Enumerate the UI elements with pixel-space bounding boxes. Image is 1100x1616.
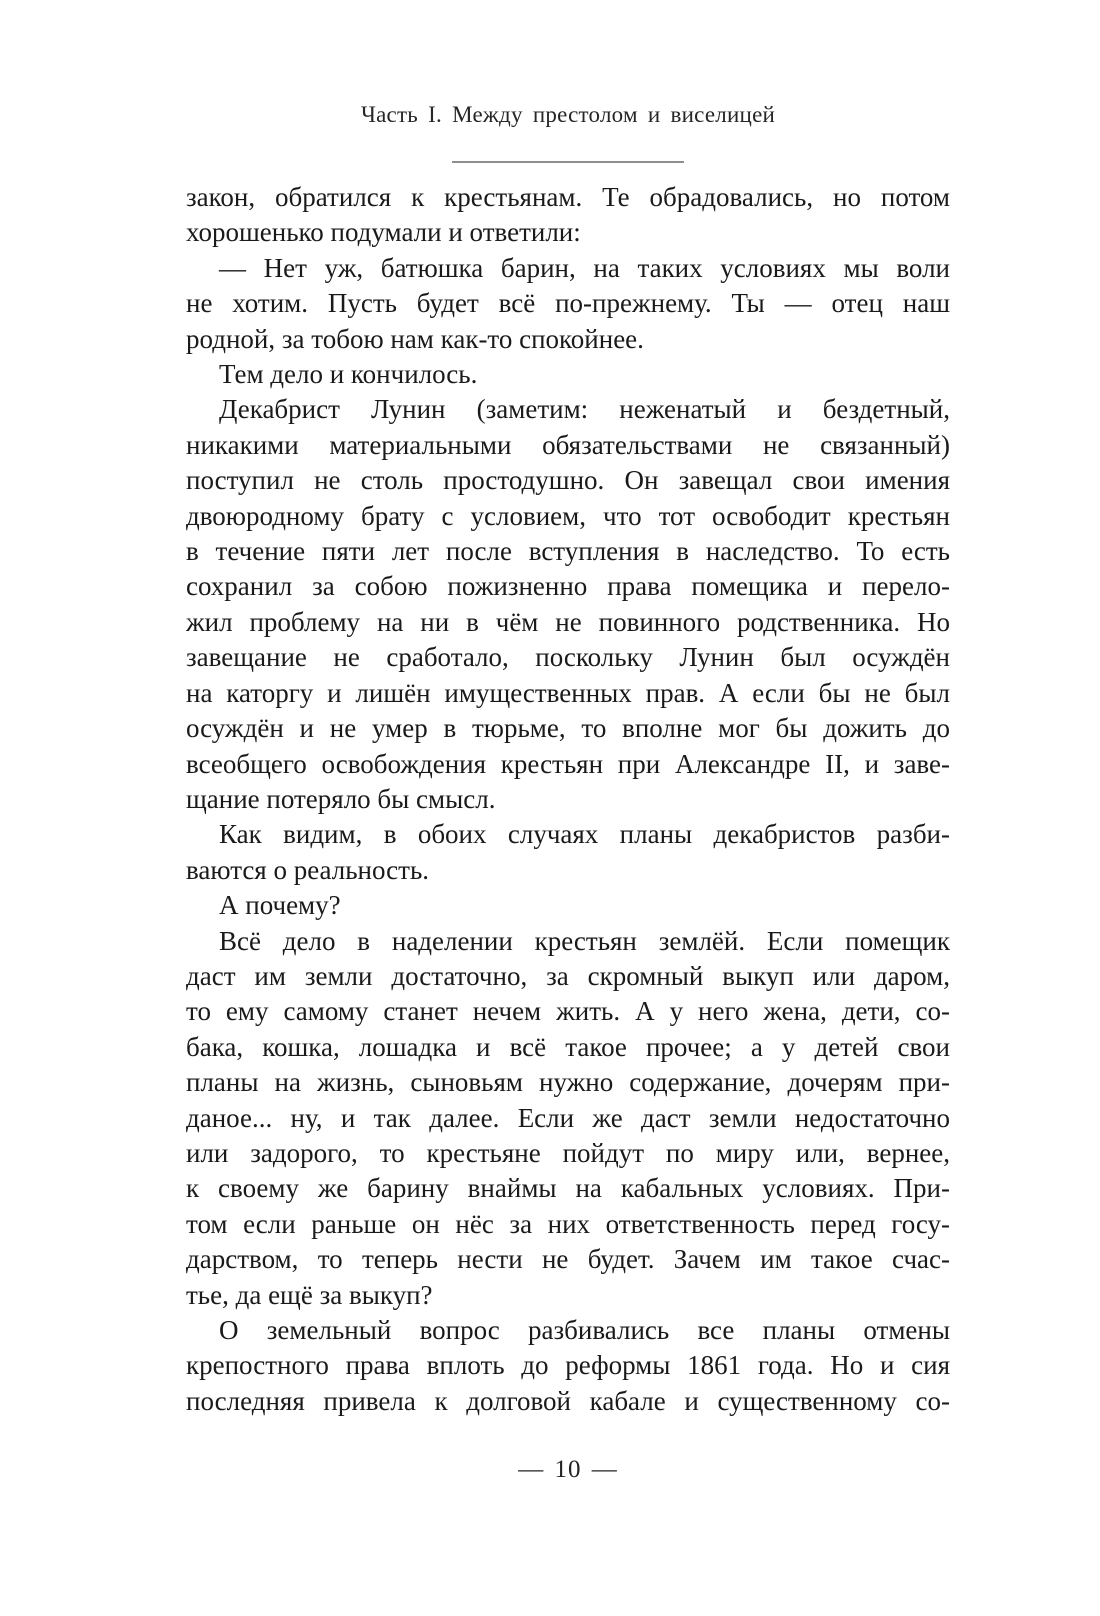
text-line: то ему самому станет нечем жить. А у него жена, дети, со- [186,996,950,1027]
text-line: Тем дело и кончилось. [219,359,478,390]
text-line: даное... ну, и так далее. Если же даст земли недостаточно [186,1102,950,1133]
text-line: крепостного права вплоть до реформы 1861 года. Но и сия [186,1350,950,1381]
text-line: в течение пяти лет после вступления в наследство. То есть [186,536,950,567]
text-line: щание потеряло бы смысл. [186,783,496,814]
text-line: дарством, то теперь нести не будет. Зачем им такое счас- [186,1244,950,1275]
text-line: никакими материальными обязательствами не связанный) [186,429,950,460]
text-line: не хотим. Пусть будет всё по-прежнему. Ты — отец наш [186,288,950,319]
text-line: родной, за тобою нам как-то спокойнее. [186,323,644,354]
text-line: осуждён и не умер в тюрьме, то вполне мог бы дожить до [186,713,950,744]
header-divider [452,161,684,163]
text-line: даст им земли достаточно, за скромный выкуп или даром, [186,960,950,991]
text-line: хорошенько подумали и ответили: [186,217,581,248]
text-line: тье, да ещё за выкуп? [186,1279,433,1310]
text-line: завещание не сработало, поскольку Лунин был осуждён [186,642,950,673]
text-line: ваются о реальность. [186,854,430,885]
text-line: поступил не столь простодушно. Он завещал свои имения [186,465,950,496]
text-line: или задорого, то крестьяне пойдут по миру или, вернее, [186,1137,950,1168]
text-line: бака, кошка, лошадка и всё такое прочее; а у детей свои [186,1031,950,1062]
text-line: жил проблему на ни в чём не повинного родственника. Но [186,606,950,637]
text-line: Как видим, в обоих случаях планы декабристов разби- [219,819,950,850]
page-number: — 10 — [518,1456,618,1483]
text-line: двоюродному брату с условием, что тот освободит крестьян [186,500,950,531]
text-line: к своему же барину внаймы на кабальных условиях. При- [186,1173,950,1204]
text-line: последняя привела к долговой кабале и существенному со- [186,1385,950,1416]
text-line: Декабрист Лунин (заметим: неженатый и бездетный, [219,394,950,425]
text-line: О земельный вопрос разбивались все планы отмены [219,1315,950,1345]
text-line: планы на жизнь, сыновьям нужно содержание, дочерям при- [186,1067,950,1098]
page-body [186,180,950,1419]
text-line: закон, обратился к крестьянам. Те обрадовались, но потом [186,182,950,212]
text-line: на каторгу и лишён имущественных прав. А если бы не был [186,677,950,708]
text-line: А почему? [219,890,341,921]
text-line: Всё дело в наделении крестьян землёй. Если помещик [219,925,950,956]
text-line: всеобщего освобождения крестьян при Александре II, и заве- [186,748,950,779]
text-line: сохранил за собою пожизненно права помещика и перело- [186,571,950,602]
text-line: — Нет уж, батюшка барин, на таких условиях мы воли [219,252,950,283]
text-line: том если раньше он нёс за них ответственность перед госу- [186,1208,950,1239]
running-header: Часть I. Между престолом и виселицей [360,102,776,127]
